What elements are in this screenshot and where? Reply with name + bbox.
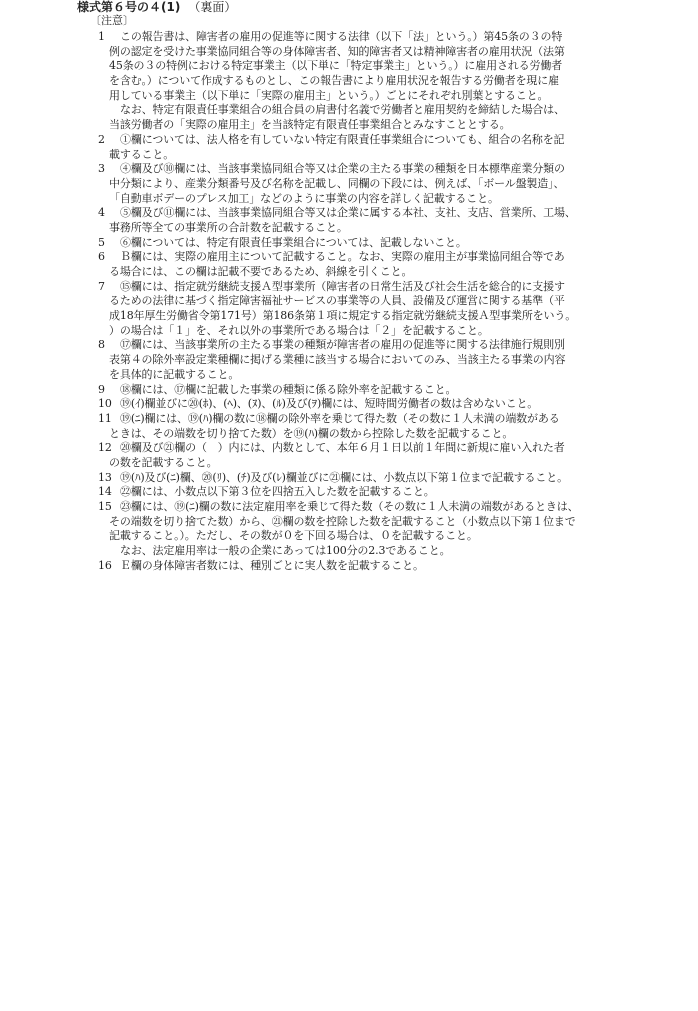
- note-item-start: [98, 250, 638, 265]
- note-item-line: [98, 324, 638, 339]
- note-text: ⑤欄及び⑪欄には、当該事業協同組合等又は企業に属する本社、支社、支店、営業所、工場、: [120, 206, 576, 220]
- note-text: 成18年厚生労働省令第171号）第186条第１項に規定する指定就労継続支援Ａ型事業所をいう。: [109, 309, 577, 323]
- note-text: Ｂ欄には、実際の雇用主について記載すること。なお、実際の雇用主が事業協同組合等であ: [120, 250, 565, 264]
- note-item-line: [98, 74, 638, 89]
- note-text: ⑥欄については、特定有限責任事業組合については、記載しないこと。: [120, 235, 467, 249]
- note-text: この報告書は、障害者の雇用の促進等に関する法律（以下「法」という。）第45条の３の特: [120, 30, 563, 43]
- note-number: 7: [98, 279, 105, 293]
- side-label: （裏面）: [188, 0, 237, 14]
- note-text: ⑲(ｲ)欄並びに⑳(ﾎ)、(ﾍ)、(ﾇ)、(ﾙ)及び(ｦ)欄には、短時間労働者の数は含めないこと。: [120, 397, 539, 411]
- note-text: 例の認定を受けた事業協同組合等の身体障害者、知的障害者又は精神障害者の雇用状況（法第: [109, 44, 565, 58]
- note-text: の数を記載すること。: [109, 455, 218, 469]
- note-text: なお、特定有限責任事業組合の組合員の肩書付名義で労働者と雇用契約を締結した場合は、: [120, 103, 565, 117]
- note-text: ㉒欄には、小数点以下第３位を四捨五入した数を記載すること。: [120, 485, 435, 499]
- note-item-line: [98, 456, 638, 471]
- note-item-line: [98, 529, 638, 544]
- note-item-line: [98, 368, 638, 383]
- note-number: 1: [98, 30, 105, 43]
- note-item-line: [98, 148, 638, 163]
- note-item-line: [98, 118, 638, 133]
- note-item-start: [98, 412, 638, 427]
- note-text: Ｅ欄の身体障害者数には、種別ごとに実人数を記載すること。: [120, 558, 424, 572]
- note-number: 9: [98, 382, 105, 396]
- note-text: 載すること。: [109, 147, 175, 161]
- note-text: 記載すること。）。ただし、その数が０を下回る場合は、０を記載すること。: [109, 529, 478, 543]
- note-item-start: [98, 559, 638, 574]
- note-text: ⑲(ﾊ)及び(ﾆ)欄、⑳(ﾘ)、(ﾁ)及び(ﾚ)欄並びに㉑欄には、小数点以下第１位まで記載すること。: [120, 470, 568, 484]
- note-text: ㉓欄には、⑲(ﾆ)欄の数に法定雇用率を乗じて得た数（その数に１人未満の端数があるときは、: [120, 500, 579, 513]
- note-text: を具体的に記載すること。: [109, 367, 240, 381]
- note-item-start: [98, 133, 638, 148]
- note-number: 8: [98, 338, 105, 352]
- note-item-line: [98, 265, 638, 280]
- note-item-start: [98, 485, 638, 500]
- note-item-start: [98, 383, 638, 398]
- notes-heading: 〔注意〕: [90, 14, 134, 27]
- note-text: 当該労働者の「実際の雇用主」を当該特定有限責任事業組合とみなすこととする。: [109, 118, 511, 132]
- note-text: を含む。）について作成するものとし、この報告書により雇用状況を報告する労働者を現に雇: [109, 74, 559, 88]
- note-item-line: [98, 59, 638, 74]
- note-item-line: [98, 353, 638, 368]
- note-number: 3: [98, 162, 105, 176]
- note-number: 12: [98, 441, 112, 455]
- note-text: ）の場合は「１」を、それ以外の事業所である場合は「２」を記載すること。: [109, 323, 489, 337]
- note-item-start: [98, 471, 638, 486]
- note-item-start: [98, 206, 638, 221]
- note-item-start: [98, 236, 638, 251]
- note-item-line: [98, 192, 638, 207]
- note-text: ときは、その端数を切り捨てた数）を⑲(ﾊ)欄の数から控除した数を記載すること。: [109, 426, 514, 440]
- note-number: 16: [98, 558, 112, 572]
- note-number: 15: [98, 500, 112, 513]
- note-item-line: [98, 427, 638, 442]
- note-item-start: [98, 500, 638, 515]
- note-number: 11: [98, 411, 112, 425]
- note-text: その端数を切り捨てた数）から、㉑欄の数を控除した数を記載すること（小数点以下第１位まで: [109, 514, 576, 528]
- note-number: 2: [98, 132, 105, 146]
- note-item-line: [98, 544, 638, 559]
- note-text: ④欄及び⑩欄には、当該事業協同組合等又は企業の主たる事業の種類を日本標準産業分類の: [120, 162, 565, 176]
- note-number: 10: [98, 397, 112, 411]
- note-number: 5: [98, 235, 105, 249]
- note-text: 事務所等全ての事業所の合計数を記載すること。: [109, 220, 348, 234]
- note-item-line: [98, 177, 638, 192]
- note-text: なお、法定雇用率は一般の企業にあっては100分の2.3であること。: [120, 544, 451, 558]
- note-text: 用している事業主（以下単に「実際の雇用主」という。）ごとにそれぞれ別葉とすること。: [109, 88, 549, 102]
- form-number: 様式第６号の４(1): [77, 0, 181, 14]
- note-text: るための法律に基づく指定障害福祉サービスの事業等の人員、設備及び運営に関する基準（平: [109, 294, 565, 308]
- note-number: 13: [98, 470, 112, 484]
- note-text: 表第４の除外率設定業種欄に掲げる業種に該当する場合においてのみ、当該主たる事業の内容: [109, 353, 566, 367]
- note-item-line: [98, 515, 638, 530]
- note-number: 4: [98, 206, 105, 220]
- note-item-start: [98, 280, 638, 295]
- note-text: ⑲(ﾆ)欄には、⑲(ﾊ)欄の数に⑱欄の除外率を乗じて得た数（その数に１人未満の端数がある: [120, 411, 560, 425]
- page-header: [77, 0, 236, 14]
- note-text: ⑱欄には、⑰欄に記載した事業の種類に係る除外率を記載すること。: [120, 382, 457, 396]
- note-item-line: [98, 309, 638, 324]
- note-item-start: [98, 30, 638, 45]
- note-item-line: [98, 89, 638, 104]
- note-item-line: [98, 221, 638, 236]
- note-item-start: [98, 397, 638, 412]
- note-item-line: [98, 294, 638, 309]
- note-text: ⑳欄及び㉑欄の（ ）内には、内数として、本年６月１日以前１年間に新規に雇い入れた者: [120, 441, 565, 455]
- note-text: ①欄については、法人格を有していない特定有限責任事業組合についても、組合の名称を記: [120, 132, 565, 146]
- notes-list: [98, 30, 638, 573]
- note-text: ⑮欄には、指定就労継続支援Ａ型事業所（障害者の日常生活及び社会生活を総合的に支援す: [120, 279, 565, 293]
- note-text: る場合には、この欄は記載不要であるため、斜線を引くこと。: [109, 265, 413, 278]
- note-number: 6: [98, 250, 105, 264]
- note-item-start: [98, 441, 638, 456]
- note-item-line: [98, 45, 638, 60]
- note-number: 14: [98, 485, 112, 499]
- note-item-line: [98, 103, 638, 118]
- note-text: ⑰欄には、当該事業所の主たる事業の種類が障害者の雇用の促進等に関する法律施行規則別: [120, 338, 565, 352]
- note-item-start: [98, 338, 638, 353]
- note-text: 45条の３の特例における特定事業主（以下単に「特定事業主」という。）に雇用される労働者: [109, 59, 563, 73]
- note-text: 中分類により、産業分類番号及び名称を記載し、同欄の下段には、例えば、「ボール盤製造」、: [109, 176, 565, 190]
- note-text: 「自動車ボデーのプレス加工」などのように事業の内容を詳しく記載すること。: [109, 191, 499, 205]
- note-item-start: [98, 162, 638, 177]
